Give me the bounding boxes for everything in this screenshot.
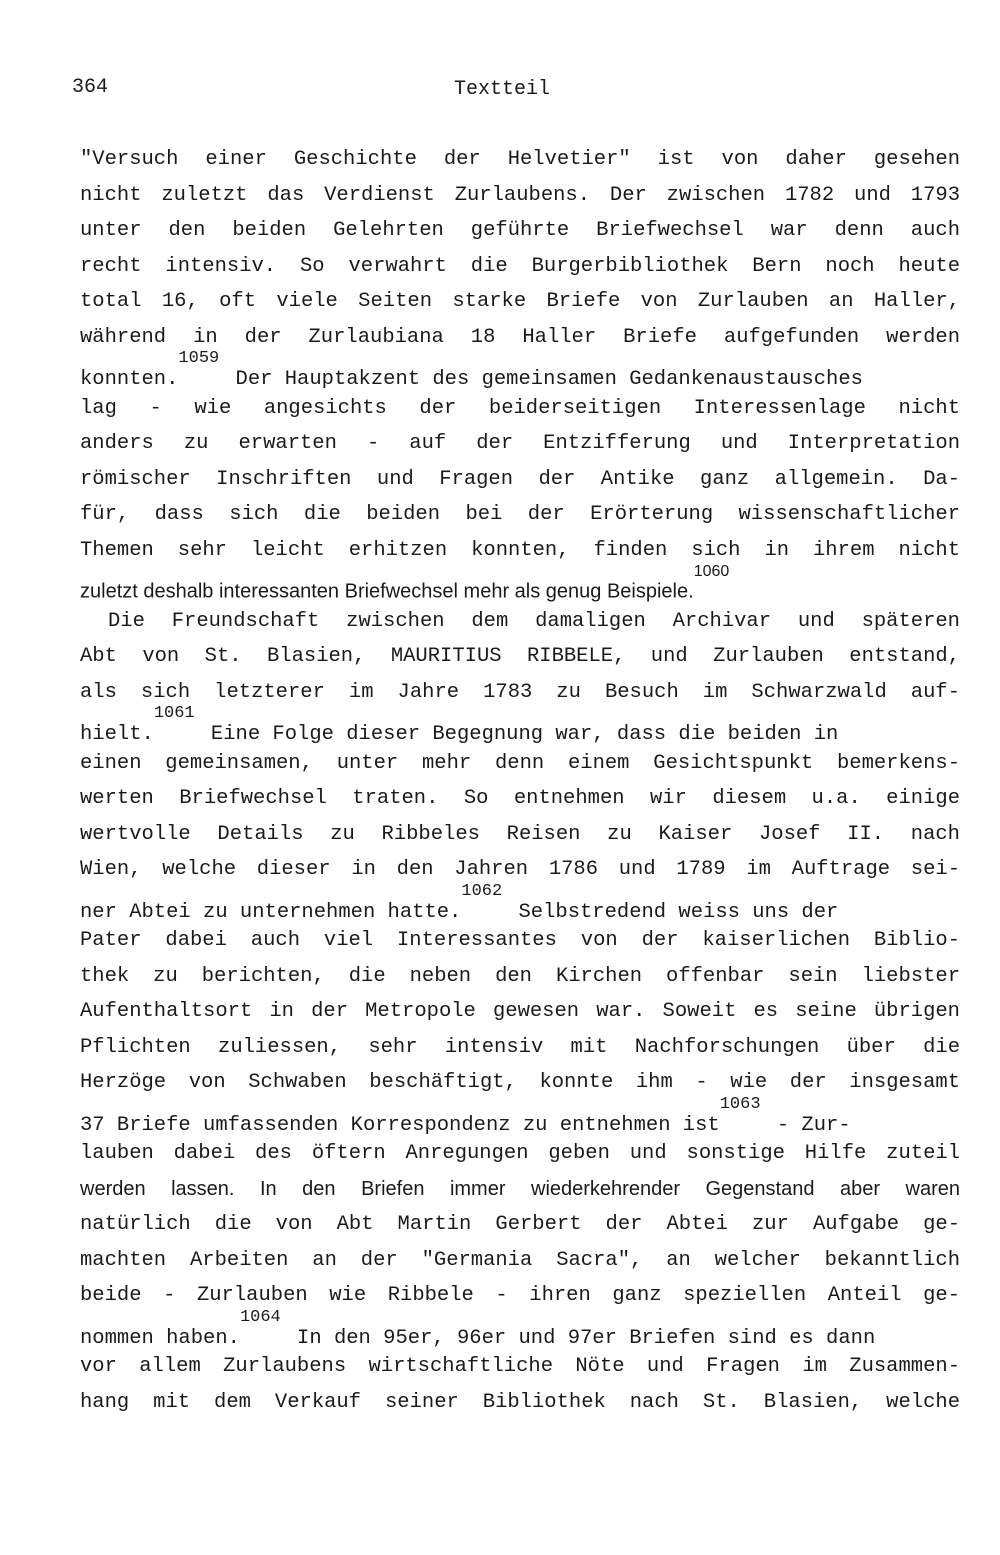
line-text: - Zur-	[764, 1113, 851, 1137]
text-line: "Versuch einer Geschichte der Helvetier" ist von daher gesehen	[80, 148, 960, 171]
text-line: Themen sehr leicht erhitzen konnten, finden sich in ihrem nicht	[80, 538, 960, 562]
text-line: thek zu berichten, die neben den Kirchen offenbar sein liebster	[80, 964, 960, 988]
text-line: für, dass sich die beiden bei der Erörterung wissenschaftlicher	[80, 503, 960, 526]
text-line: lag - wie angesichts der beiderseitigen Interessenlage nicht	[80, 396, 960, 420]
text-line: anders zu erwarten - auf der Entzifferung und Interpretation	[80, 432, 960, 455]
footnote-ref[interactable]: 1062	[461, 881, 503, 901]
text-line: werten Briefwechsel traten. So entnehmen wir diesem u.a. einige	[80, 787, 960, 810]
line-text: zuletzt deshalb interessanten Briefwechsel mehr als genug Beispiele.	[80, 580, 694, 603]
text-line: Aufenthaltsort in der Metropole gewesen war. Soweit es seine übrigen	[80, 1000, 960, 1023]
text-line: wertvolle Details zu Ribbeles Reisen zu Kaiser Josef II. nach	[80, 822, 960, 846]
text-line: hang mit dem Verkauf seiner Bibliothek nach St. Blasien, welche	[80, 1390, 960, 1414]
text-line: machten Arbeiten an der "Germania Sacra", an welcher bekanntlich	[80, 1248, 960, 1272]
footnote-ref[interactable]: 1060	[693, 563, 730, 580]
footnote-ref[interactable]: 1059	[178, 349, 220, 368]
running-title: Textteil	[453, 78, 550, 101]
line-text: Eine Folge dieser Begegnung war, dass die beiden in	[198, 722, 839, 746]
text-line	[80, 349, 960, 391]
text-line: unter den beiden Gelehrten geführte Briefwechsel war denn auch	[80, 219, 960, 242]
line-text: ner Abtei zu unternehmen hatte.	[80, 900, 462, 924]
text-line: einen gemeinsamen, unter mehr denn einem Gesichtspunkt bemerkens-	[80, 751, 960, 775]
line-text: 37 Briefe umfassenden Korrespondenz zu entnehmen ist	[80, 1113, 720, 1137]
text-line: Herzöge von Schwaben beschäftigt, konnte ihm - wie der insgesamt	[80, 1071, 960, 1094]
line-text: hielt.	[80, 722, 154, 746]
text-line: Wien, welche dieser in den Jahren 1786 und 1789 im Auftrage sei-	[80, 858, 960, 881]
text-line: nicht zuletzt das Verdienst Zurlaubens. Der zwischen 1782 und 1793	[80, 183, 960, 207]
text-line	[80, 1307, 960, 1350]
text-line: Pater dabei auch viel Interessantes von der kaiserlichen Biblio-	[80, 929, 960, 952]
text-line: Abt von St. Blasien, MAURITIUS RIBBELE, und Zurlauben entstand,	[80, 645, 960, 668]
text-line: beide - Zurlauben wie Ribbele - ihren ganz speziellen Anteil ge-	[80, 1284, 960, 1307]
footnote-ref[interactable]: 1061	[153, 704, 195, 723]
text-line: vor allem Zurlaubens wirtschaftliche Nöte und Fragen im Zusammen-	[80, 1355, 960, 1378]
footnote-ref[interactable]: 1063	[719, 1094, 761, 1114]
text-line: werden lassen. In den Briefen immer wiederkehrender Gegenstand aber waren	[80, 1177, 960, 1200]
page-header	[72, 76, 932, 104]
text-line	[80, 704, 960, 746]
text-line: recht intensiv. So verwahrt die Burgerbibliothek Bern noch heute	[80, 254, 960, 278]
line-text: In den 95er, 96er und 97er Briefen sind es dann	[284, 1326, 876, 1350]
text-line: als sich letzterer im Jahre 1783 zu Besuch im Schwarzwald auf-	[80, 680, 960, 704]
text-line	[80, 563, 960, 604]
text-line	[80, 881, 960, 924]
line-text: konnten.	[80, 367, 179, 391]
text-line: natürlich die von Abt Martin Gerbert der Abtei zur Aufgabe ge-	[80, 1213, 960, 1236]
footnote-ref[interactable]: 1064	[239, 1307, 281, 1327]
text-line: Die Freundschaft zwischen dem damaligen Archivar und späteren	[108, 609, 960, 633]
text-line	[80, 1094, 960, 1137]
line-text: Selbstredend weiss uns der	[506, 900, 839, 924]
text-line: römischer Inschriften und Fragen der Antike ganz allgemein. Da-	[80, 467, 960, 491]
line-text: nommen haben.	[80, 1326, 240, 1350]
text-line: lauben dabei des öftern Anregungen geben und sonstige Hilfe zuteil	[80, 1142, 960, 1165]
text-line: total 16, oft viele Seiten starke Briefe von Zurlauben an Haller,	[80, 290, 960, 313]
text-line: Pflichten zuliessen, sehr intensiv mit Nachforschungen über die	[80, 1035, 960, 1059]
page-number: 364	[72, 76, 109, 99]
line-text: Der Hauptakzent des gemeinsamen Gedankenaustausches	[223, 367, 863, 391]
body-text	[80, 142, 960, 1420]
text-line: während in der Zurlaubiana 18 Haller Briefe aufgefunden werden	[80, 325, 960, 349]
